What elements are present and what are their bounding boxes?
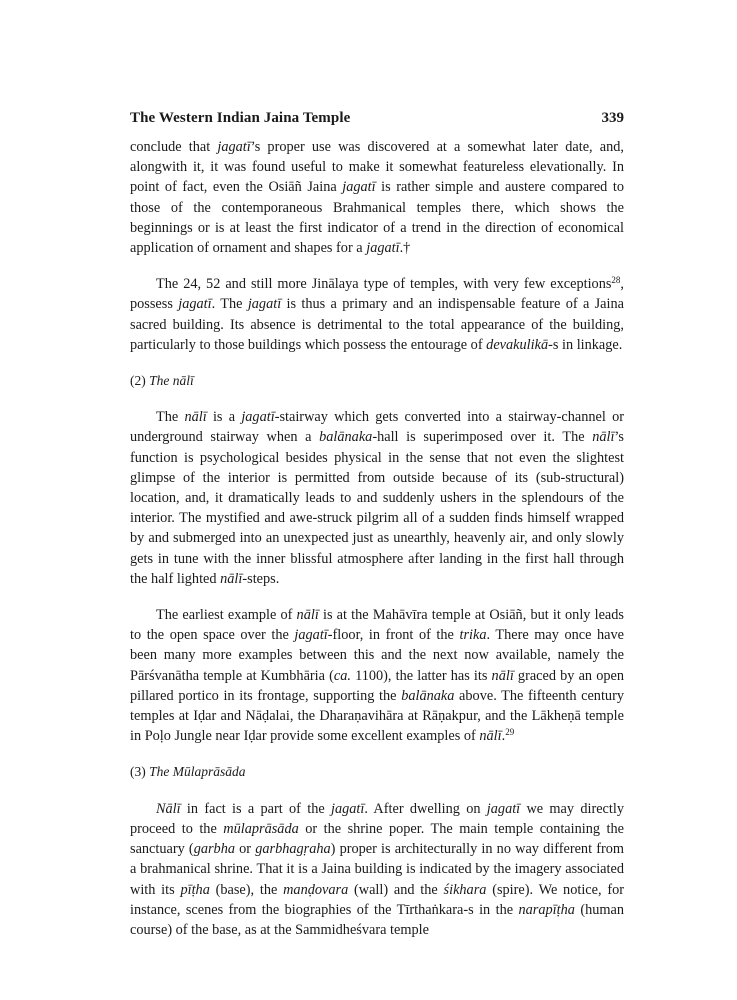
- paragraph-4: The earliest example of nālī is at the Mahāvīra temple at Osiāñ, but it only leads to the open space over the jagatī-floor, in front of the trika. There may once have been many more examples between this and the next now available, namely the Pārśvanātha temple at Kumbhāria (ca. 1100), the latter has its nālī graced by an open pillared portico in its frontage, supporting the balānaka above. The fifteenth century temples at Iḍar and Nāḍalai, the Dharaṇavihāra at Rāṇakpur, and the Lākheṇā temple in Poḷo Jungle near Iḍar provide some excellent examples of nālī.$^{29}$: [130, 607, 624, 745]
- running-title: The Western Indian Jaina Temple: [130, 110, 351, 126]
- paragraph-1: conclude that jagatī’s proper use was discovered at a somewhat later date, and, alongwith it, it was found useful to make it somewhat featureless elevationally. In point of fact, even the Osiāñ Jaina jagatī is rather simple and austere compared to those of the contemporaneous Brahmanical temples there, which shows the beginnings or is at least the first indicator of a trend in the direction of economical application of ornament and shapes for a jagatī.†: [130, 139, 624, 257]
- paragraph-3: The nālī is a jagatī-stairway which gets converted into a stairway-channel or underground stairway when a balānaka-hall is superimposed over it. The nālī’s function is psychological besides physical in the sense that not even the slightest glimpse of the interior is permitted from outside because of its (sub-structural) location, and, it dramatically leads to and suddenly ushers in the splendours of the interior. The mystified and awe-struck pilgrim all of a sudden finds himself wrapped by and submerged into an unexpected just as unearthly, heavenly air, and only slowly gets in tune with the inner blissful atmosphere after landing in the first hall through the half lighted nālī-steps.: [130, 409, 624, 587]
- running-header: [130, 110, 624, 127]
- footnote-ref-29: 29: [505, 727, 515, 738]
- paragraph-2: The 24, 52 and still more Jinālaya type of temples, with very few exceptions$^{28}$, possess jagatī. The jagatī is thus a primary and an indispensable feature of a Jaina sacred building. Its absence is detrimental to the total appearance of the building, particularly to those buildings which possess the entourage of devakulikā-s in linkage.: [130, 275, 624, 353]
- page-number: 339: [601, 110, 624, 126]
- footnote-ref-28: 28: [611, 275, 621, 286]
- paragraph-5: Nālī in fact is a part of the jagatī. After dwelling on jagatī we may directly proceed to the mūlaprāsāda or the shrine poper. The main temple containing the sanctuary (garbha or garbhagṛaha) proper is architecturally in no way different from a brahmanical shrine. That it is a Jaina building is indicated by the imagery associated with its pīṭha (base), the manḍovara (wall) and the śikhara (spire). We notice, for instance, scenes from the biographies of the Tīrthaṅkara-s in the narapīṭha (human course) of the base, as at the Sammidheśvara temple: [130, 800, 624, 938]
- section-heading-nali: (2) The nālī: [130, 373, 194, 389]
- section-heading-mulaprasada: (3) The Mūlaprāsāda: [130, 764, 246, 780]
- body-text: [130, 137, 624, 940]
